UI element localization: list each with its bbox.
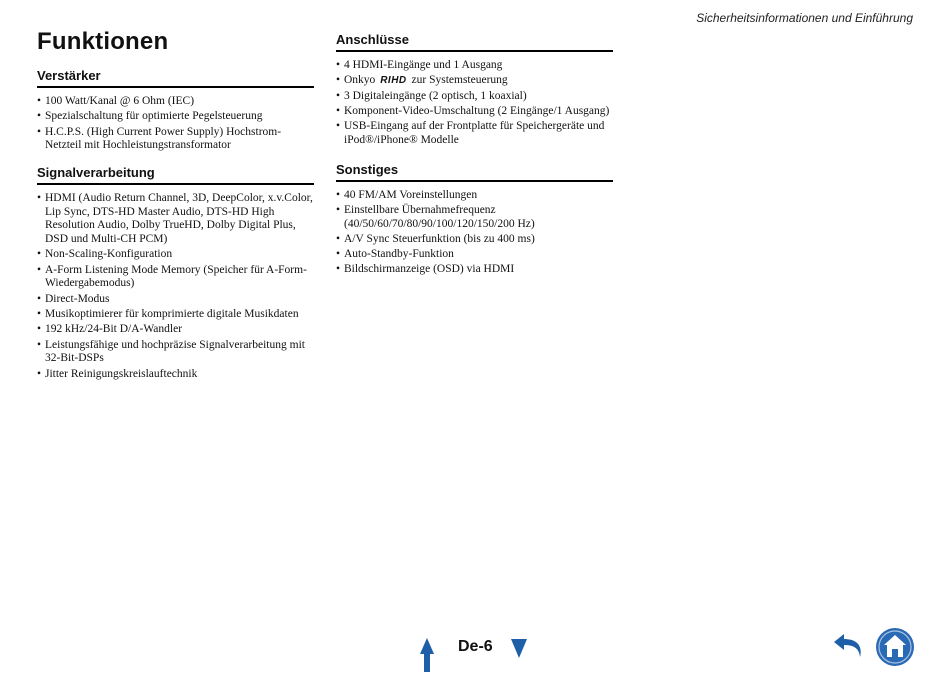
section-sonstiges bbox=[336, 162, 613, 278]
left-column bbox=[37, 68, 314, 389]
verstaerker-list bbox=[37, 95, 314, 153]
list-item: • Einstellbare Übernahmefrequenz (40/50/60/70/80/90/100/120/150/200 Hz) bbox=[336, 204, 613, 231]
list-item: • 3 Digitaleingänge (2 optisch, 1 koaxial) bbox=[336, 90, 613, 104]
list-item: • Musikoptimierer für komprimierte digitale Musikdaten bbox=[37, 308, 314, 322]
list-item: • 40 FM/AM Voreinstellungen bbox=[336, 189, 613, 203]
section-header-label: Sicherheitsinformationen und Einführung bbox=[696, 11, 913, 25]
list-item: • Non-Scaling-Konfiguration bbox=[37, 248, 314, 262]
middle-column bbox=[336, 32, 613, 285]
page-title: Funktionen bbox=[37, 28, 169, 55]
return-arrow-icon bbox=[832, 631, 866, 661]
section-title-sonstiges: Sonstiges bbox=[336, 162, 613, 182]
rihd-logo: RIHD bbox=[380, 75, 407, 87]
list-item: • A/V Sync Steuerfunktion (bis zu 400 ms) bbox=[336, 233, 613, 247]
list-item: • 100 Watt/Kanal @ 6 Ohm (IEC) bbox=[37, 95, 314, 109]
back-button[interactable] bbox=[832, 631, 866, 666]
previous-page-button[interactable] bbox=[420, 638, 434, 677]
list-item: • A-Form Listening Mode Memory (Speicher für A-Form-Wiedergabemodus) bbox=[37, 264, 314, 291]
list-item: • 4 HDMI-Eingänge und 1 Ausgang bbox=[336, 59, 613, 73]
anschluesse-list bbox=[336, 59, 613, 148]
list-item-onkyo-rihd bbox=[336, 74, 613, 88]
home-icon bbox=[875, 627, 915, 667]
section-anschluesse bbox=[336, 32, 613, 148]
list-item: • Bildschirmanzeige (OSD) via HDMI bbox=[336, 263, 613, 277]
list-item: • Auto-Standby-Funktion bbox=[336, 248, 613, 262]
onkyo-suffix: zur Systemsteuerung bbox=[411, 74, 508, 87]
list-item: • Direct-Modus bbox=[37, 293, 314, 307]
home-button[interactable] bbox=[875, 627, 915, 672]
list-item: • Spezialschaltung für optimierte Pegelsteuerung bbox=[37, 110, 314, 124]
page-number: De-6 bbox=[458, 638, 493, 655]
list-item: • USB-Eingang auf der Frontplatte für Speichergeräte und iPod®/iPhone® Modelle bbox=[336, 120, 613, 147]
list-item: • Komponent-Video-Umschaltung (2 Eingänge/1 Ausgang) bbox=[336, 105, 613, 119]
list-item: • 192 kHz/24-Bit D/A-Wandler bbox=[37, 323, 314, 337]
arrow-down-icon bbox=[511, 639, 527, 658]
arrow-up-icon bbox=[420, 638, 434, 672]
section-title-anschluesse: Anschlüsse bbox=[336, 32, 613, 52]
signalverarbeitung-list bbox=[37, 192, 314, 381]
next-page-button[interactable] bbox=[511, 639, 527, 663]
sonstiges-list bbox=[336, 189, 613, 278]
section-verstaerker bbox=[37, 68, 314, 153]
section-title-verstaerker: Verstärker bbox=[37, 68, 314, 88]
list-item: • Leistungsfähige und hochpräzise Signalverarbeitung mit 32-Bit-DSPs bbox=[37, 339, 314, 366]
section-signalverarbeitung bbox=[37, 165, 314, 381]
section-title-signalverarbeitung: Signalverarbeitung bbox=[37, 165, 314, 185]
list-item: • H.C.P.S. (High Current Power Supply) Hochstrom-Netzteil mit Hochleistungstransformator bbox=[37, 126, 314, 153]
list-item: • Jitter Reinigungskreislauftechnik bbox=[37, 368, 314, 382]
list-item: • HDMI (Audio Return Channel, 3D, DeepColor, x.v.Color, Lip Sync, DTS-HD Master Audio, DTS-HD High Resolution Audio, Dolby TrueHD, Dolby Digital Plus, DSD und Multi-CH PCM) bbox=[37, 192, 314, 247]
onkyo-label: Onkyo bbox=[344, 74, 376, 87]
